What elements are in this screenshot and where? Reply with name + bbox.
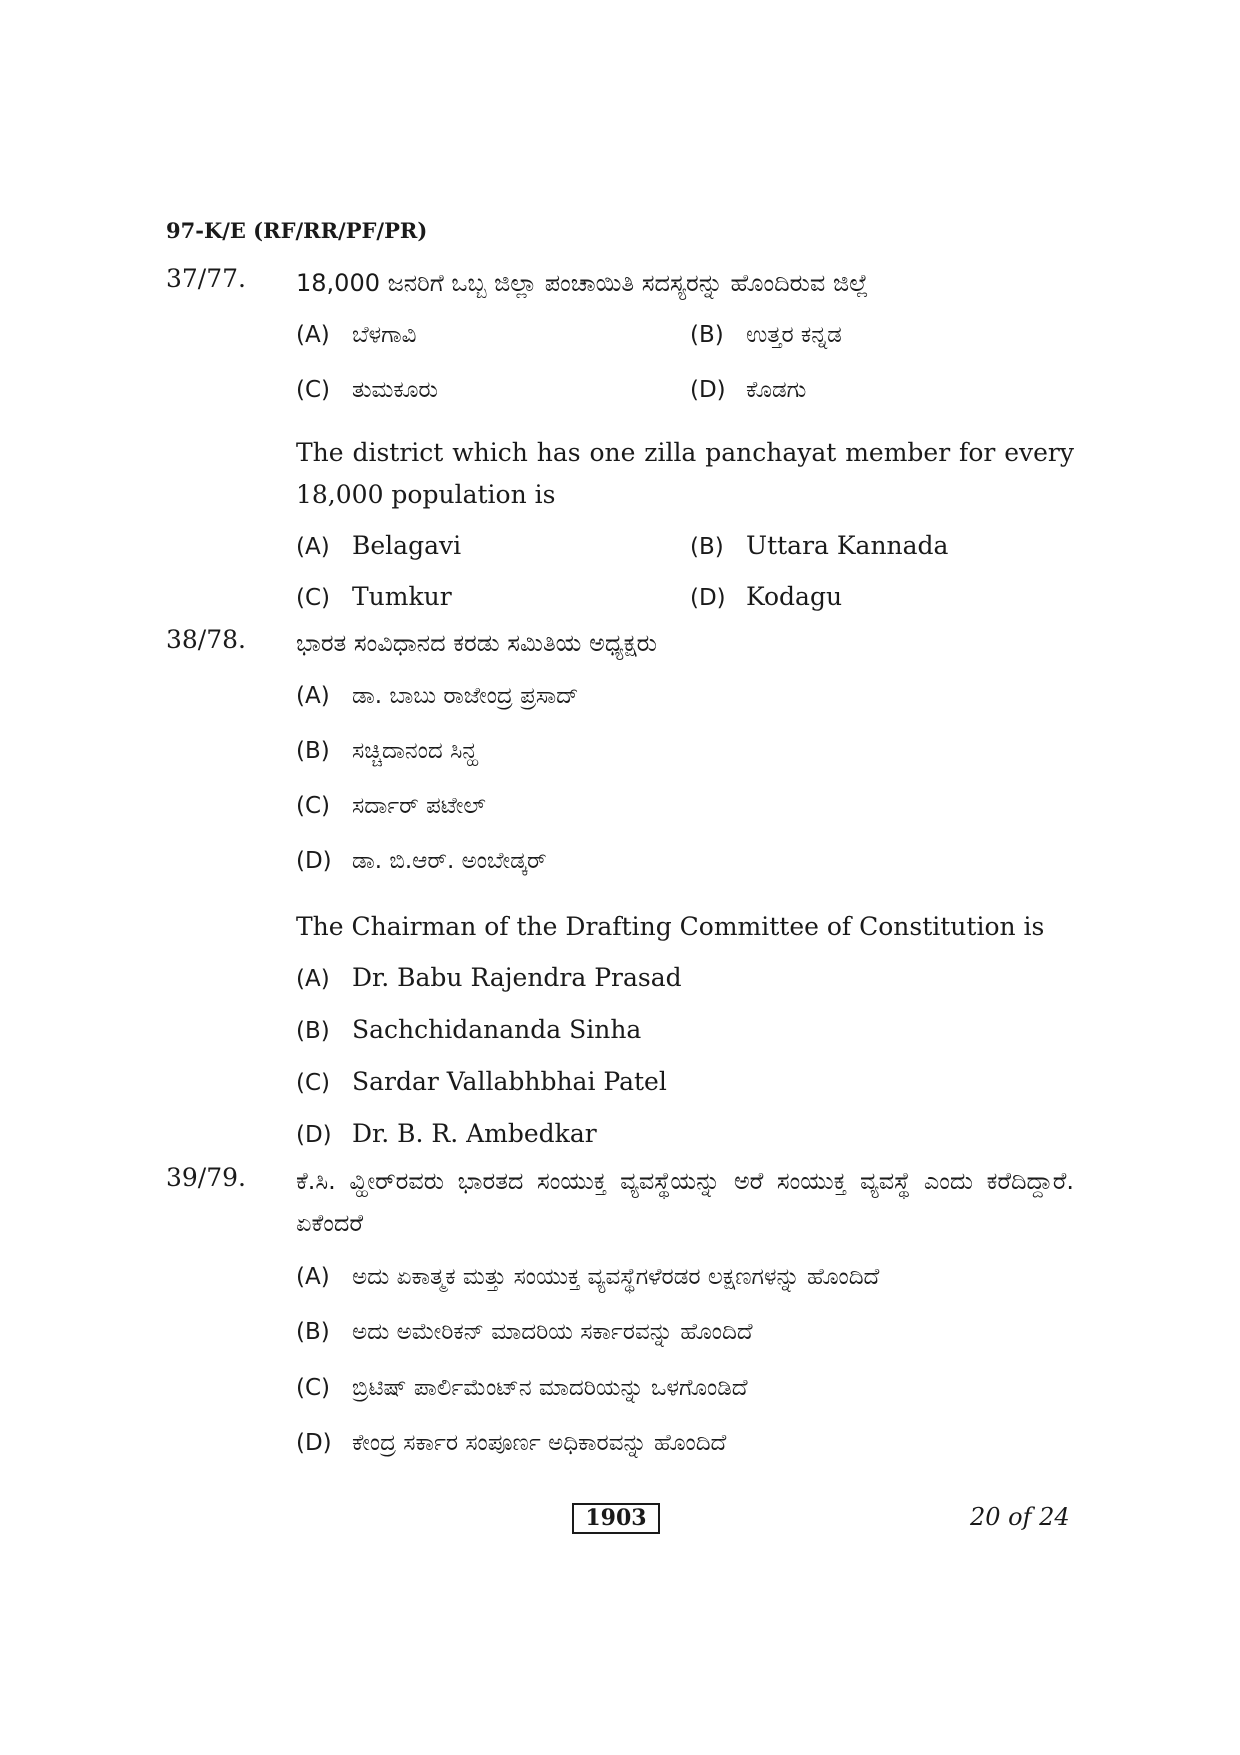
option-label: (B) bbox=[296, 1018, 330, 1044]
question-text-kannada: 18,000 ಜನರಿಗೆ ಒಬ್ಬ ಜಿಲ್ಲಾ ಪಂಚಾಯಿತಿ ಸದಸ್ಯರನ್ನು ಹೊಂದಿರುವ ಜಿಲ್ಲೆ bbox=[296, 269, 869, 297]
option-text: Tumkur bbox=[352, 582, 452, 611]
option-text: ತುಮಕೂರು bbox=[352, 377, 438, 403]
option-d-english bbox=[690, 582, 842, 611]
option-a-kannada bbox=[296, 319, 417, 348]
option-label: (D) bbox=[296, 848, 332, 874]
question-number: 39/79. bbox=[166, 1163, 246, 1192]
option-label: (C) bbox=[296, 377, 331, 403]
option-text: ಬೆಳಗಾವಿ bbox=[352, 322, 417, 348]
question-text-english: The Chairman of the Drafting Committee of Constitution is bbox=[296, 912, 1045, 941]
option-text: ಕೇಂದ್ರ ಸರ್ಕಾರ ಸಂಪೂರ್ಣ ಅಧಿಕಾರವನ್ನು ಹೊಂದಿದೆ bbox=[352, 1430, 727, 1456]
option-c-kannada bbox=[296, 374, 438, 403]
option-text: ಅದು ಏಕಾತ್ಮಕ ಮತ್ತು ಸಂಯುಕ್ತ ವ್ಯವಸ್ಥೆಗಳೆರಡರ ಲಕ್ಷಣಗಳನ್ನು ಹೊಂದಿದೆ bbox=[352, 1264, 880, 1290]
option-text: ಕೊಡಗು bbox=[746, 377, 807, 403]
option-text: ಡಾ. ಬಾಬು ರಾಜೇಂದ್ರ ಪ್ರಸಾದ್ bbox=[352, 683, 579, 709]
option-c-english bbox=[296, 582, 452, 611]
option-label: (D) bbox=[690, 377, 726, 403]
option-label: (B) bbox=[296, 1319, 330, 1345]
option-b-english bbox=[296, 1015, 641, 1044]
option-label: (C) bbox=[296, 585, 331, 611]
question-text-kannada: ಭಾರತ ಸಂವಿಧಾನದ ಕರಡು ಸಮಿತಿಯ ಅಧ್ಯಕ್ಷರು bbox=[296, 629, 657, 657]
option-text: ಅದು ಅಮೇರಿಕನ್ ಮಾದರಿಯ ಸರ್ಕಾರವನ್ನು ಹೊಂದಿದೆ bbox=[352, 1319, 753, 1345]
option-text: Belagavi bbox=[352, 531, 462, 560]
option-b-kannada bbox=[296, 1316, 753, 1345]
paper-code-header: 97-K/E (RF/RR/PF/PR) bbox=[166, 218, 428, 243]
option-a-english bbox=[296, 963, 682, 992]
option-text: ಸಚ್ಚಿದಾನಂದ ಸಿನ್ಹ bbox=[352, 738, 479, 764]
option-a-english bbox=[296, 531, 461, 560]
option-label: (D) bbox=[296, 1430, 332, 1456]
option-text: Dr. Babu Rajendra Prasad bbox=[352, 963, 682, 992]
option-a-kannada bbox=[296, 680, 578, 709]
option-text: ಸರ್ದಾರ್ ಪಟೇಲ್ bbox=[352, 793, 486, 819]
option-label: (B) bbox=[296, 738, 330, 764]
option-label: (C) bbox=[296, 1070, 331, 1096]
question-number: 37/77. bbox=[166, 264, 246, 293]
page-number: 20 of 24 bbox=[970, 1503, 1070, 1531]
option-label: (A) bbox=[296, 683, 330, 709]
option-d-kannada bbox=[296, 1427, 726, 1456]
option-d-english bbox=[296, 1119, 597, 1148]
option-label: (A) bbox=[296, 1264, 330, 1290]
option-text: Dr. B. R. Ambedkar bbox=[352, 1119, 597, 1148]
option-text: Uttara Kannada bbox=[746, 531, 949, 560]
option-text: Sachchidananda Sinha bbox=[352, 1015, 642, 1044]
option-text: Sardar Vallabhbhai Patel bbox=[352, 1067, 667, 1096]
option-text: ಬ್ರಿಟಿಷ್ ಪಾರ್ಲಿಮೆಂಟ್‌ನ ಮಾದರಿಯನ್ನು ಒಳಗೊಂಡಿದೆ bbox=[352, 1375, 748, 1401]
option-text: Kodagu bbox=[746, 582, 843, 611]
booklet-code-box: 1903 bbox=[572, 1503, 660, 1534]
option-d-kannada bbox=[296, 845, 547, 874]
option-text: ಡಾ. ಬಿ.ಆರ್. ಅಂಬೇಡ್ಕರ್ bbox=[352, 848, 547, 874]
option-text: ಉತ್ತರ ಕನ್ನಡ bbox=[746, 322, 842, 348]
option-label: (C) bbox=[296, 1375, 331, 1401]
option-c-kannada bbox=[296, 790, 486, 819]
option-label: (B) bbox=[690, 534, 724, 560]
option-c-english bbox=[296, 1067, 667, 1096]
option-label: (A) bbox=[296, 322, 330, 348]
option-label: (A) bbox=[296, 966, 330, 992]
option-c-kannada bbox=[296, 1372, 748, 1401]
option-label: (C) bbox=[296, 793, 331, 819]
option-b-english bbox=[690, 531, 948, 560]
option-a-kannada bbox=[296, 1261, 879, 1290]
option-b-kannada bbox=[690, 319, 842, 348]
option-d-kannada bbox=[690, 374, 806, 403]
option-label: (D) bbox=[296, 1122, 332, 1148]
question-number: 38/78. bbox=[166, 625, 246, 654]
question-text-kannada: ಕೆ.ಸಿ. ವ್ಹೀರ್‌ರವರು ಭಾರತದ ಸಂಯುಕ್ತ ವ್ಯವಸ್ಥೆಯನ್ನು ಅರೆ ಸಂಯುಕ್ತ ವ್ಯವಸ್ಥೆ ಎಂದು ಕರೆದಿದ್ದಾರೆ. ಏಕೆಂದರೆ bbox=[296, 1167, 1074, 1237]
option-label: (B) bbox=[690, 322, 724, 348]
question-text-english: The district which has one zilla panchayat member for every 18,000 population is bbox=[296, 438, 1074, 509]
option-label: (D) bbox=[690, 585, 726, 611]
option-b-kannada bbox=[296, 735, 478, 764]
option-label: (A) bbox=[296, 534, 330, 560]
